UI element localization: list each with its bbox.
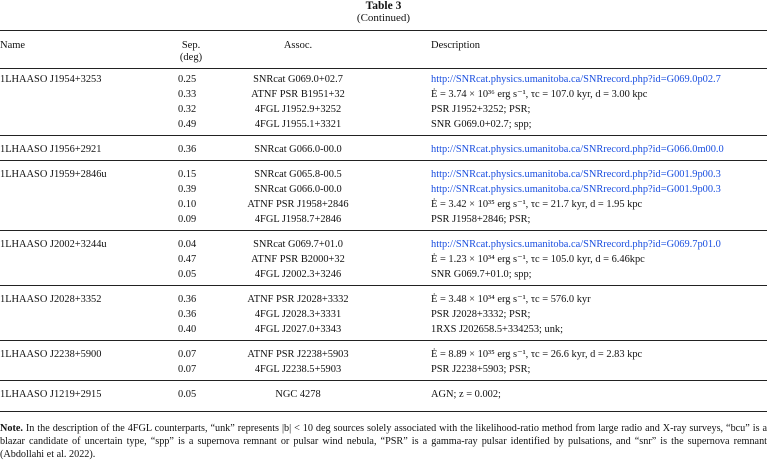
header-name: Name bbox=[0, 40, 26, 51]
description-text: Ė = 8.89 × 10³⁵ erg s⁻¹, τc = 26.6 kyr, d = 2.83 kpc bbox=[431, 349, 643, 360]
header-sep bbox=[176, 40, 206, 64]
separation-value: 0.36 bbox=[178, 294, 197, 305]
separation-value: 0.05 bbox=[178, 269, 197, 280]
association-name: 4FGL J2238.5+5903 bbox=[254, 364, 342, 375]
separation-value: 0.33 bbox=[178, 89, 197, 100]
table-row bbox=[0, 292, 767, 307]
association-name: 4FGL J1958.7+2846 bbox=[254, 214, 342, 225]
separation-value: 0.15 bbox=[178, 169, 197, 180]
separation-value: 0.36 bbox=[178, 309, 197, 320]
description-link[interactable]: http://SNRcat.physics.umanitoba.ca/SNRrecord.php?id=G001.9p00.3 bbox=[431, 184, 721, 195]
association-name: ATNF PSR J1958+2846 bbox=[247, 199, 349, 210]
description-link[interactable]: http://SNRcat.physics.umanitoba.ca/SNRrecord.php?id=G069.0p02.7 bbox=[431, 74, 721, 85]
description-text: PSR J1958+2846; PSR; bbox=[431, 214, 531, 225]
separation-value: 0.04 bbox=[178, 239, 197, 250]
table-title: Table 3 bbox=[365, 0, 402, 12]
source-name: 1LHAASO J2002+3244u bbox=[0, 239, 107, 250]
source-name: 1LHAASO J1959+2846u bbox=[0, 169, 107, 180]
table-row bbox=[0, 252, 767, 267]
association-name: NGC 4278 bbox=[275, 389, 321, 400]
group-separator bbox=[0, 135, 767, 136]
table-note bbox=[0, 422, 767, 462]
table-row bbox=[0, 322, 767, 337]
group-separator bbox=[0, 160, 767, 161]
association-name: ATNF PSR B2000+32 bbox=[251, 254, 345, 265]
description-text: Ė = 3.42 × 10³⁵ erg s⁻¹, τc = 21.7 kyr, d = 1.95 kpc bbox=[431, 199, 643, 210]
description-link[interactable]: http://SNRcat.physics.umanitoba.ca/SNRrecord.php?id=G001.9p00.3 bbox=[431, 169, 721, 180]
description-text: 1RXS J202658.5+334253; unk; bbox=[431, 324, 564, 335]
source-name: 1LHAASO J1219+2915 bbox=[0, 389, 102, 400]
separation-value: 0.40 bbox=[178, 324, 197, 335]
table-row bbox=[0, 212, 767, 227]
table-row bbox=[0, 72, 767, 87]
description-text: SNR G069.7+01.0; spp; bbox=[431, 269, 532, 280]
table-row bbox=[0, 307, 767, 322]
separation-value: 0.49 bbox=[178, 119, 197, 130]
note-text: In the description of the 4FGL counterparts, “unk” represents |b| < 10 deg sources solely associated with the likelihood-ratio method from large radio and X-ray surveys, “bcu” is a blazar candidate of uncertain type, “spp” is a supernova remnant or pulsar wind nebula, “PSR” is a gamma-ray pulsar identified by pulsations, and “snr” is the supernova remnant (Abdollahi et al. 2022). bbox=[0, 423, 767, 461]
description-link[interactable]: http://SNRcat.physics.umanitoba.ca/SNRrecord.php?id=G066.0m00.0 bbox=[431, 144, 724, 155]
bottom-rule bbox=[0, 411, 767, 412]
association-name: 4FGL J1955.1+3321 bbox=[254, 119, 342, 130]
association-name: 4FGL J2027.0+3343 bbox=[254, 324, 342, 335]
description-text: Ė = 3.48 × 10³⁴ erg s⁻¹, τc = 576.0 kyr bbox=[431, 294, 591, 305]
table-row bbox=[0, 267, 767, 282]
source-name: 1LHAASO J2028+3352 bbox=[0, 294, 102, 305]
header-sep-line1: Sep. bbox=[181, 40, 201, 51]
description-text: Ė = 1.23 × 10³⁴ erg s⁻¹, τc = 105.0 kyr, d = 6.46kpc bbox=[431, 254, 645, 265]
table-row bbox=[0, 87, 767, 102]
association-name: SNRcat G069.7+01.0 bbox=[253, 239, 343, 250]
association-name: 4FGL J2002.3+3246 bbox=[254, 269, 342, 280]
association-name: ATNF PSR J2028+3332 bbox=[247, 294, 349, 305]
table-row bbox=[0, 182, 767, 197]
separation-value: 0.07 bbox=[178, 349, 197, 360]
description-text: PSR J2028+3332; PSR; bbox=[431, 309, 531, 320]
header-assoc: Assoc. bbox=[283, 40, 313, 51]
separation-value: 0.39 bbox=[178, 184, 197, 195]
separation-value: 0.10 bbox=[178, 199, 197, 210]
header-rule bbox=[0, 68, 767, 69]
table-row bbox=[0, 142, 767, 157]
association-name: 4FGL J2028.3+3331 bbox=[254, 309, 342, 320]
table-row bbox=[0, 197, 767, 212]
group-separator bbox=[0, 380, 767, 381]
source-name: 1LHAASO J2238+5900 bbox=[0, 349, 102, 360]
separation-value: 0.36 bbox=[178, 144, 197, 155]
description-text: SNR G069.0+02.7; spp; bbox=[431, 119, 532, 130]
table-row bbox=[0, 167, 767, 182]
association-name: SNRcat G069.0+02.7 bbox=[253, 74, 343, 85]
association-name: SNRcat G066.0-00.0 bbox=[254, 184, 342, 195]
description-text: PSR J2238+5903; PSR; bbox=[431, 364, 531, 375]
group-separator bbox=[0, 230, 767, 231]
association-name: ATNF PSR J2238+5903 bbox=[247, 349, 349, 360]
header-sep-line2: (deg) bbox=[179, 52, 203, 63]
description-text: PSR J1952+3252; PSR; bbox=[431, 104, 531, 115]
description-text: AGN; z = 0.002; bbox=[431, 389, 501, 400]
group-separator bbox=[0, 340, 767, 341]
association-name: SNRcat G065.8-00.5 bbox=[254, 169, 342, 180]
group-separator bbox=[0, 285, 767, 286]
table-row bbox=[0, 117, 767, 132]
table-row bbox=[0, 387, 767, 402]
source-name: 1LHAASO J1956+2921 bbox=[0, 144, 102, 155]
table-subtitle: (Continued) bbox=[356, 12, 411, 24]
description-text: Ė = 3.74 × 10³⁶ erg s⁻¹, τc = 107.0 kyr, d = 3.00 kpc bbox=[431, 89, 648, 100]
association-name: SNRcat G066.0-00.0 bbox=[254, 144, 342, 155]
association-name: ATNF PSR B1951+32 bbox=[251, 89, 345, 100]
top-rule bbox=[0, 30, 767, 31]
description-link[interactable]: http://SNRcat.physics.umanitoba.ca/SNRrecord.php?id=G069.7p01.0 bbox=[431, 239, 721, 250]
separation-value: 0.47 bbox=[178, 254, 197, 265]
table-row bbox=[0, 237, 767, 252]
association-name: 4FGL J1952.9+3252 bbox=[254, 104, 342, 115]
separation-value: 0.05 bbox=[178, 389, 197, 400]
table-row bbox=[0, 347, 767, 362]
separation-value: 0.09 bbox=[178, 214, 197, 225]
header-description: Description bbox=[431, 40, 480, 51]
note-label: Note. bbox=[0, 423, 23, 434]
separation-value: 0.25 bbox=[178, 74, 197, 85]
separation-value: 0.32 bbox=[178, 104, 197, 115]
table-row bbox=[0, 362, 767, 377]
source-name: 1LHAASO J1954+3253 bbox=[0, 74, 102, 85]
separation-value: 0.07 bbox=[178, 364, 197, 375]
table-row bbox=[0, 102, 767, 117]
